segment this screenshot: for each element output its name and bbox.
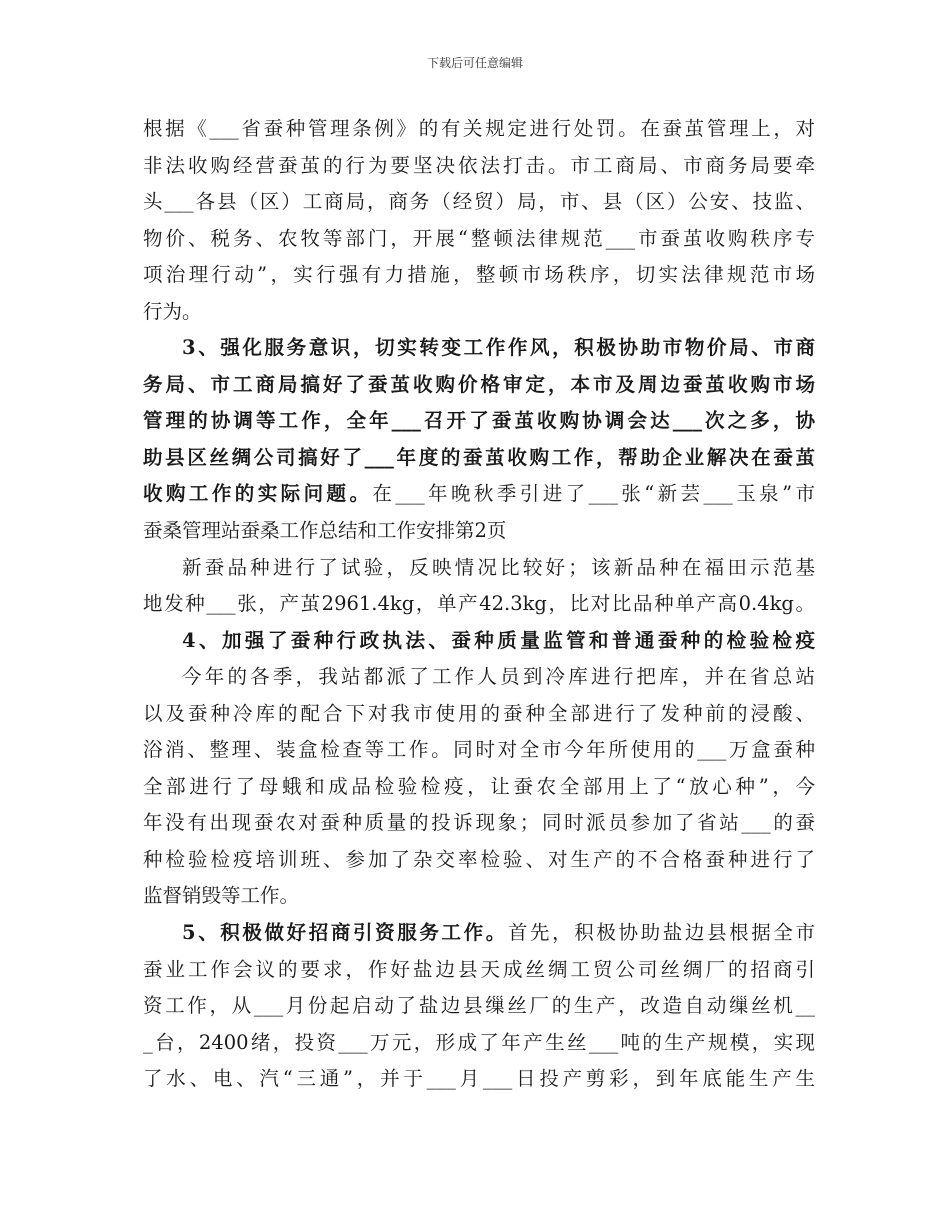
page-header: 下载后可任意编辑 <box>426 56 523 70</box>
text-line <box>143 330 815 367</box>
text-line <box>143 367 815 404</box>
text-segment: 蚕桑管理站蚕桑工作总结和工作安排第2页 <box>143 519 507 543</box>
text-line <box>143 805 815 842</box>
bold-text-segment: 务局、市工商局搞好了蚕茧收购价格审定，本市及周边蚕茧收购市场 <box>143 372 815 396</box>
text-segment: 首先，积极协助盐边县根据全市 <box>507 921 815 945</box>
text-segment: 资工作，从___月份起启动了盐边县缫丝厂的生产，改造自动缫丝机__ <box>143 994 815 1018</box>
text-line <box>143 403 815 440</box>
text-line <box>143 696 815 733</box>
bold-text-segment: 管理的协调等工作，全年___召开了蚕茧收购协调会达___次之多，协 <box>143 409 815 433</box>
text-segment: 新蚕品种进行了试验，反映情况比较好；该新品种在福田示范基 <box>182 555 815 579</box>
text-line <box>143 988 815 1025</box>
text-segment: 种检验检疫培训班、参加了杂交率检验、对生产的不合格蚕种进行了 <box>143 847 815 871</box>
text-line <box>143 623 815 660</box>
bold-text-segment: 助县区丝绸公司搞好了___年度的蚕茧收购工作，帮助企业解决在蚕茧 <box>143 445 815 469</box>
text-line <box>143 221 815 258</box>
text-line <box>143 513 815 550</box>
text-segment: 在___年晚秋季引进了___张“新芸___玉泉”市 <box>372 482 815 506</box>
text-line <box>143 1025 815 1062</box>
text-segment: 全部进行了母蛾和成品检验检疫，让蚕农全部用上了“放心种”，今 <box>143 774 815 798</box>
text-segment: 头___各县（区）工商局，商务（经贸）局，市、县（区）公安、技监、 <box>143 190 815 214</box>
text-line <box>143 586 815 623</box>
text-line <box>143 111 815 148</box>
text-segment: 地发种___张，产茧2961.4kg，单产42.3kg，比对比品种单产高0.4kg。 <box>143 592 815 616</box>
text-segment: 今年的各季，我站都派了工作人员到冷库进行把库，并在省总站 <box>182 665 815 689</box>
text-segment: 根据《___省蚕种管理条例》的有关规定进行处罚。在蚕茧管理上，对 <box>143 117 815 140</box>
text-line <box>143 952 815 989</box>
text-line <box>143 550 815 587</box>
text-line <box>143 915 815 952</box>
text-line <box>143 257 815 294</box>
text-line <box>143 732 815 769</box>
text-segment: 监督销毁等工作。 <box>143 884 300 908</box>
text-segment: _台，2400绪，投资___万元，形成了年产生丝___吨的生产规模，实现 <box>143 1030 815 1054</box>
text-segment: 行为。 <box>143 299 202 323</box>
text-segment: 以及蚕种冷库的配合下对我市使用的蚕种全部进行了发种前的浸酸、 <box>143 701 815 725</box>
text-line <box>143 440 815 477</box>
text-line <box>143 1061 815 1098</box>
bold-text-segment: 收购工作的实际问题。 <box>143 482 373 506</box>
text-segment: 非法收购经营蚕茧的行为要坚决依法打击。市工商局、市商务局要牵 <box>143 153 815 177</box>
text-segment: 年没有出现蚕农对蚕种质量的投诉现象；同时派员参加了省站___的蚕 <box>143 811 815 835</box>
text-line <box>143 878 815 915</box>
text-line <box>143 148 815 185</box>
text-segment: 蚕业工作会议的要求，作好盐边县天成丝绸工贸公司丝绸厂的招商引 <box>143 957 815 981</box>
text-line <box>143 659 815 696</box>
text-segment: 浴消、整理、装盒检查等工作。同时对全市今年所使用的___万盒蚕种 <box>143 738 815 762</box>
text-line <box>143 476 815 513</box>
bold-text-segment: 4、加强了蚕种行政执法、蚕种质量监管和普通蚕种的检验检疫 <box>182 628 815 652</box>
text-segment: 了水、电、汽“三通”，并于___月___日投产剪彩，到年底能生产生 <box>143 1067 815 1091</box>
bold-text-segment: 5、积极做好招商引资服务工作。 <box>182 921 508 945</box>
text-segment: 物价、税务、农牧等部门，开展“整顿法律规范___市蚕茧收购秩序专 <box>143 226 815 250</box>
text-line <box>143 184 815 221</box>
text-line <box>143 842 815 879</box>
text-line <box>143 769 815 806</box>
document-body <box>143 111 815 1098</box>
text-line <box>143 294 815 331</box>
bold-text-segment: 3、强化服务意识，切实转变工作作风，积极协助市物价局、市商 <box>182 336 815 360</box>
text-segment: 项治理行动”，实行强有力措施，整顿市场秩序，切实法律规范市场 <box>143 263 815 287</box>
